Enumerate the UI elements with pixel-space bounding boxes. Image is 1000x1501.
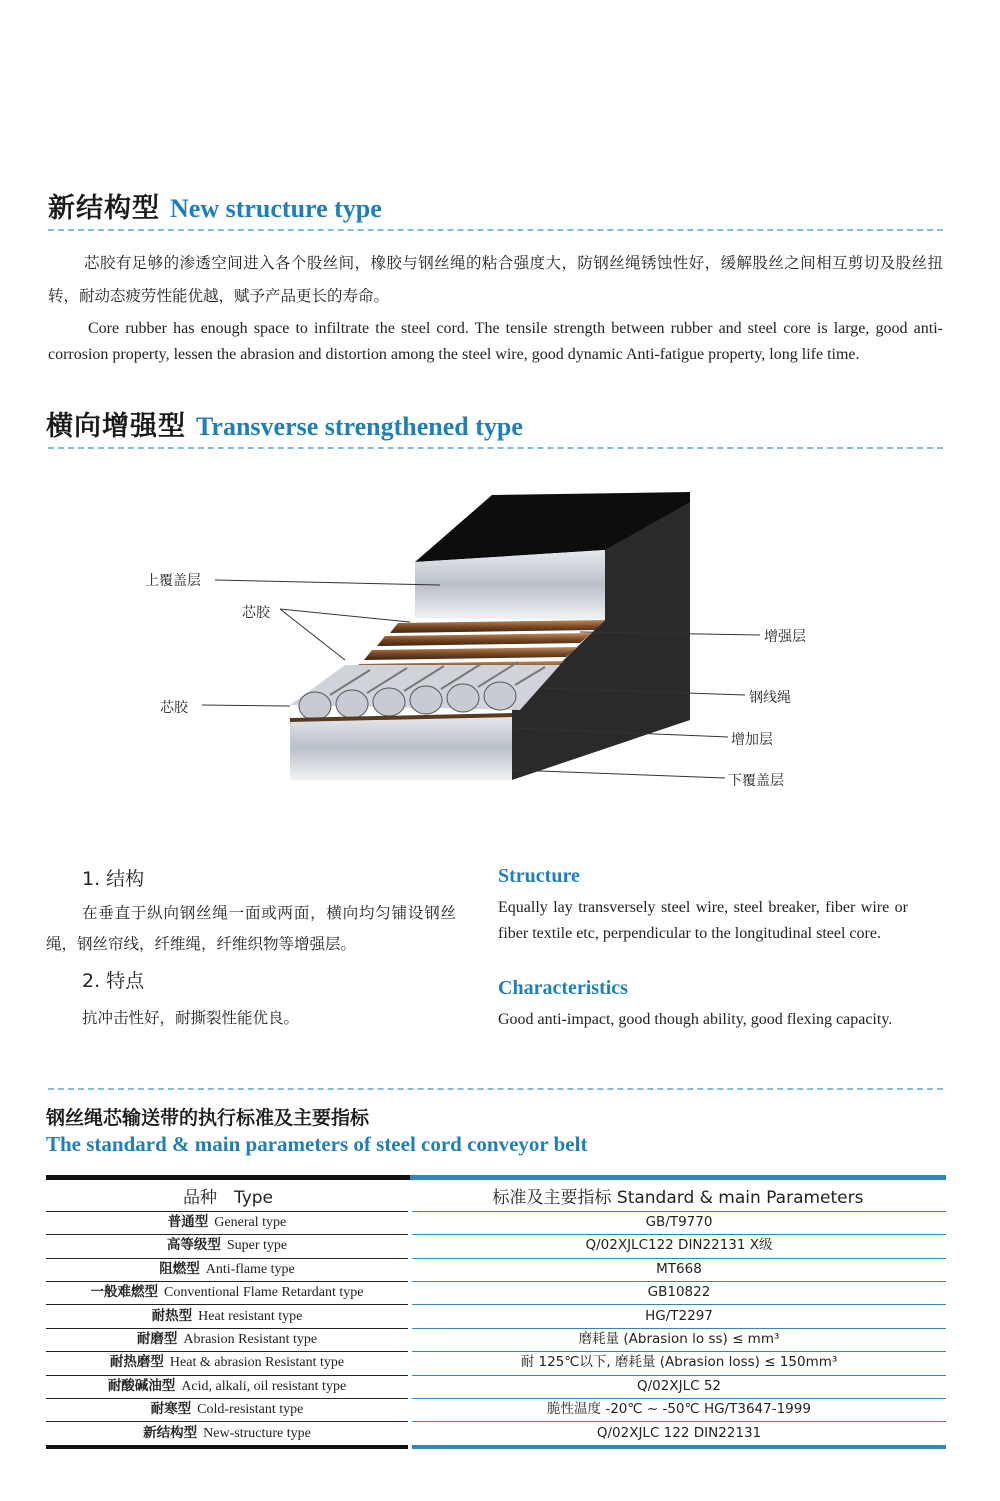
type-en: Cold-resistant type	[197, 1402, 304, 1418]
type-cn: 一般难燃型	[90, 1284, 159, 1301]
standards-title-en: The standard & main parameters of steel cord conveyor belt	[46, 1132, 588, 1156]
steel-cord	[484, 682, 516, 710]
label-added-layer: 增加层	[731, 732, 773, 748]
steel-cord	[336, 690, 368, 718]
table-row	[46, 1258, 408, 1282]
type-en: New-structure type	[203, 1425, 311, 1441]
label-reinforce-layer: 增强层	[764, 629, 806, 645]
type-cn: 耐酸碱油型	[107, 1377, 176, 1394]
table-row: Q/02XJLC 122 DIN22131	[412, 1422, 946, 1449]
type-cn: 普通型	[167, 1214, 209, 1230]
top-cover-face	[415, 550, 605, 620]
structure-heading-en: Structure	[498, 865, 580, 887]
table-row: Q/02XJLC122 DIN22131 X级	[412, 1234, 946, 1258]
characteristics-text-en: Good anti-impact, good though ability, good flexing capacity.	[498, 1011, 893, 1028]
layer-2	[377, 633, 592, 646]
table-row	[46, 1305, 408, 1329]
type-cn: 高等级型	[166, 1237, 221, 1254]
table-row	[46, 1211, 408, 1235]
table-row	[46, 1398, 408, 1422]
section2-title-cn: 横向增强型	[46, 411, 186, 442]
characteristics-text-cn: 抗冲击性好，耐撕裂性能优良。	[82, 1009, 300, 1027]
type-en: Conventional Flame Retardant type	[164, 1285, 364, 1301]
table-header-type: 品种 Type	[46, 1175, 410, 1216]
label-bottom-cover: 下覆盖层	[728, 773, 784, 789]
type-en: Abrasion Resistant type	[183, 1332, 318, 1347]
label-core-rubber-lower: 芯胶	[160, 700, 188, 716]
table-row	[46, 1281, 408, 1305]
table-row	[46, 1375, 408, 1399]
divider	[48, 1088, 943, 1090]
layer-3	[364, 647, 578, 660]
table-row: Q/02XJLC 52	[412, 1375, 946, 1399]
type-en: Acid, alkali, oil resistant type	[181, 1378, 347, 1394]
type-en: Heat & abrasion Resistant type	[169, 1355, 345, 1371]
structure-text-en: Equally lay transversely steel wire, steel breaker, fiber wire or fiber textile etc, perpendicular to the longitudinal steel core.	[498, 899, 908, 942]
table-row: GB/T9770	[412, 1211, 946, 1235]
table-row: MT668	[412, 1258, 946, 1282]
type-cn: 耐热型	[151, 1307, 193, 1324]
type-cn: 耐热磨型	[109, 1354, 164, 1371]
table-row: 脆性温度 -20℃ ~ -50℃ HG/T3647-1999	[412, 1398, 946, 1422]
table-row: GB10822	[412, 1281, 946, 1305]
section2-title-en: Transverse strengthened type	[196, 412, 523, 441]
bottom-cover-face	[290, 715, 512, 780]
section1-title-en: New structure type	[170, 194, 382, 223]
label-top-cover: 上覆盖层	[145, 573, 201, 589]
belt-cross-section-diagram	[140, 480, 840, 810]
table-row	[46, 1351, 408, 1375]
steel-cord	[447, 684, 479, 712]
section1-title	[48, 186, 382, 225]
type-cn: 新结构型	[143, 1424, 198, 1441]
table-row	[46, 1234, 408, 1258]
type-en: Super type	[226, 1238, 288, 1254]
table-row: 耐 125℃以下, 磨耗量 (Abrasion loss) ≤ 150mm³	[412, 1351, 946, 1375]
table-header-parameters: 标准及主要指标 Standard & main Parameters	[410, 1175, 946, 1216]
section1-title-cn: 新结构型	[48, 193, 160, 224]
section2-title	[46, 404, 523, 443]
type-cn: 阻燃型	[159, 1260, 200, 1277]
type-cn: 耐寒型	[150, 1401, 192, 1418]
characteristics-heading-cn: 2. 特点	[82, 970, 145, 992]
table-row	[46, 1422, 408, 1449]
table-row: HG/T2297	[412, 1305, 946, 1329]
layer-1	[390, 620, 605, 633]
structure-text-cn: 在垂直于纵向钢丝绳一面或两面，横向均匀铺设钢丝绳，钢丝帘线，纤维绳，纤维织物等增强层。	[46, 904, 456, 953]
section1-paragraph-en: Core rubber has enough space to infiltrate the steel cord. The tensile strength between rubber and steel core is large, good anti-corrosion property, lessen the abrasion and distortion among the steel wire, good dynamic Anti-fatigue property, long life time.	[48, 320, 943, 363]
divider	[48, 229, 943, 231]
standards-title-cn: 钢丝绳芯输送带的执行标准及主要指标	[46, 1107, 370, 1129]
type-en: Heat resistant type	[198, 1308, 303, 1324]
table-row	[46, 1328, 408, 1352]
table-row: 磨耗量 (Abrasion lo ss) ≤ mm³	[412, 1328, 946, 1352]
structure-heading-cn: 1. 结构	[82, 868, 145, 890]
type-cn: 耐磨型	[136, 1331, 178, 1347]
divider	[48, 447, 943, 449]
section1-paragraph-cn: 芯胶有足够的渗透空间进入各个股丝间，橡胶与钢丝绳的粘合强度大，防钢丝绳锈蚀性好，缓解股丝之间相互剪切及股丝扭转，耐动态疲劳性能优越，赋予产品更长的寿命。	[48, 254, 943, 305]
label-core-rubber-upper: 芯胶	[242, 605, 270, 621]
steel-cord	[410, 686, 442, 714]
steel-cord	[299, 692, 331, 720]
type-en: Anti-flame type	[205, 1261, 295, 1277]
label-steel-cord: 钢线绳	[749, 690, 791, 706]
type-en: General type	[214, 1215, 287, 1230]
steel-cord	[373, 688, 405, 716]
characteristics-heading-en: Characteristics	[498, 977, 628, 999]
